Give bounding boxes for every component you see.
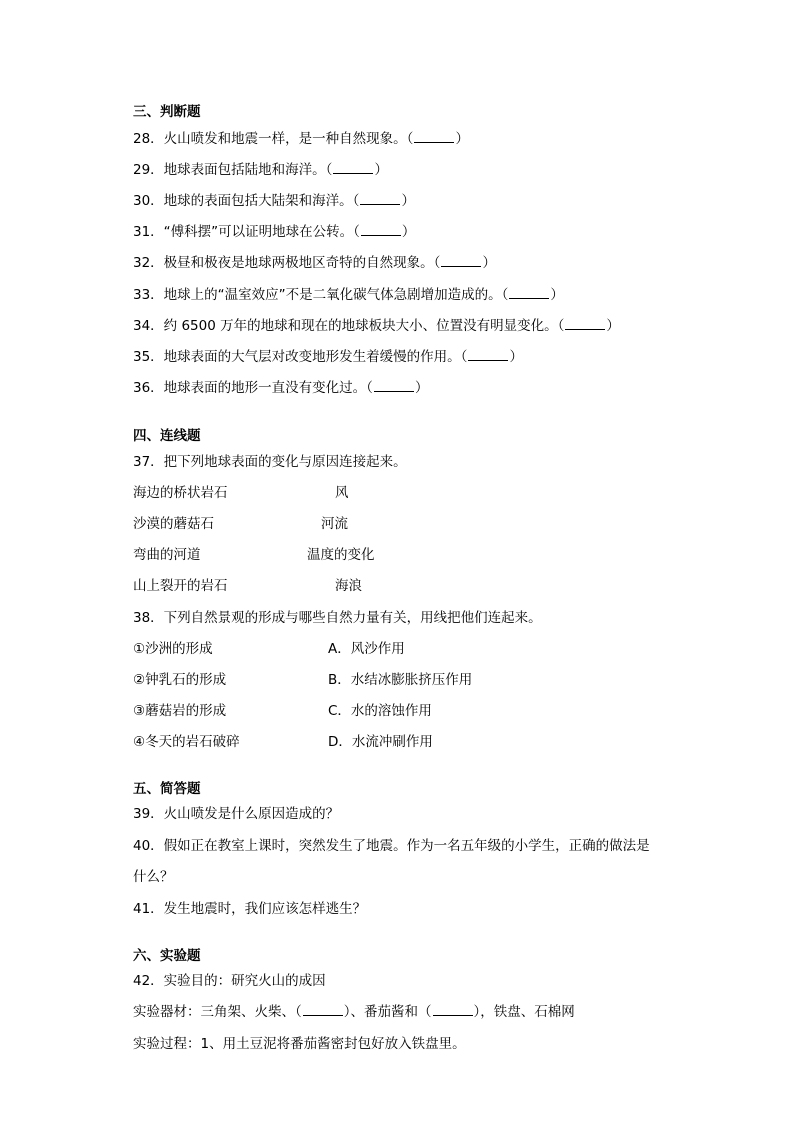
question-40: 40．假如正在教室上课时，突然发生了地震。作为一名五年级的小学生，正确的做法是 <box>133 838 650 854</box>
question-34 <box>133 317 620 335</box>
match-right-item: 风 <box>335 485 349 501</box>
question-text: 35．地球表面的大气层对改变地形发生着缓慢的作用。（ <box>133 349 468 365</box>
question-33 <box>133 286 564 304</box>
question-close: ） <box>606 318 620 334</box>
question-37: 37．把下列地球表面的变化与原因连接起来。 <box>133 454 407 470</box>
match-left-item: ①沙洲的形成 <box>133 641 213 657</box>
match-left-item: ④冬天的岩石破碎 <box>133 734 240 750</box>
question-close: ） <box>550 287 564 303</box>
question-35 <box>133 348 523 366</box>
match-right-item: 温度的变化 <box>307 547 375 563</box>
question-text: 29．地球表面包括陆地和海洋。（ <box>133 162 333 178</box>
question-close: ） <box>509 349 523 365</box>
question-36 <box>133 379 428 397</box>
question-close: ） <box>482 255 496 271</box>
question-close: ） <box>455 131 469 147</box>
equipment-text: ）、番茄酱和（ <box>343 1004 432 1020</box>
answer-blank[interactable] <box>441 254 481 267</box>
answer-blank[interactable] <box>433 1003 473 1016</box>
experiment-equipment <box>133 1003 575 1021</box>
answer-blank[interactable] <box>509 286 549 299</box>
question-28 <box>133 130 469 148</box>
section-title-short: 五、简答题 <box>133 781 201 797</box>
question-31 <box>133 223 415 241</box>
match-left-item: ②钟乳石的形成 <box>133 672 227 688</box>
question-41: 41．发生地震时，我们应该怎样逃生？ <box>133 901 367 917</box>
answer-blank[interactable] <box>565 317 605 330</box>
question-text: 30．地球的表面包括大陆架和海洋。（ <box>133 193 360 209</box>
question-32 <box>133 254 496 272</box>
question-text: 34．约 6500 万年的地球和现在的地球板块大小、位置没有明显变化。（ <box>133 318 565 334</box>
question-text: 36．地球表面的地形一直没有变化过。（ <box>133 380 373 396</box>
question-close: ） <box>401 224 416 240</box>
section-title-match: 四、连线题 <box>133 428 201 444</box>
section-title-experiment: 六、实验题 <box>133 948 201 964</box>
match-right-item: D．水流冲刷作用 <box>328 734 433 750</box>
equipment-text: 实验器材：三角架、火柴、（ <box>133 1004 302 1020</box>
question-close: ） <box>401 193 415 209</box>
match-left-item: 山上裂开的岩石 <box>133 578 228 594</box>
question-40-cont: 什么？ <box>133 869 174 885</box>
answer-blank[interactable] <box>333 161 373 174</box>
answer-blank[interactable] <box>360 192 400 205</box>
match-left-item: 海边的桥状岩石 <box>133 485 228 501</box>
question-close: ） <box>374 162 388 178</box>
answer-blank[interactable] <box>468 348 508 361</box>
match-right-item: 河流 <box>321 516 348 532</box>
question-text: 31．“傅科摆”可以证明地球在公转。（ <box>133 224 360 240</box>
question-text: 28．火山喷发和地震一样，是一种自然现象。（ <box>133 131 414 147</box>
question-29 <box>133 161 388 179</box>
match-right-item: A．风沙作用 <box>328 641 405 657</box>
question-text: 33．地球上的“温室效应”不是二氧化碳气体急剧增加造成的。（ <box>133 287 509 303</box>
answer-blank[interactable] <box>303 1003 343 1016</box>
answer-blank[interactable] <box>361 223 401 236</box>
match-right-item: 海浪 <box>335 578 362 594</box>
answer-blank[interactable] <box>374 379 414 392</box>
match-right-item: C．水的溶蚀作用 <box>328 703 432 719</box>
section-title-judge: 三、判断题 <box>133 104 201 120</box>
question-close: ） <box>414 380 429 396</box>
match-left-item: 弯曲的河道 <box>133 547 201 563</box>
question-38: 38．下列自然景观的形成与哪些自然力量有关，用线把他们连起来。 <box>133 610 542 626</box>
question-42: 42．实验目的：研究火山的成因 <box>133 973 326 989</box>
question-30 <box>133 192 415 210</box>
match-right-item: B．水结冰膨胀挤压作用 <box>328 672 473 688</box>
match-left-item: ③蘑菇岩的形成 <box>133 703 227 719</box>
equipment-text: ），铁盘、石棉网 <box>473 1004 575 1020</box>
match-left-item: 沙漠的蘑菇石 <box>133 516 214 532</box>
question-text: 32．极昼和极夜是地球两极地区奇特的自然现象。（ <box>133 255 441 271</box>
experiment-process: 实验过程：1、用土豆泥将番茄酱密封包好放入铁盘里。 <box>133 1036 466 1052</box>
answer-blank[interactable] <box>414 130 454 143</box>
question-39: 39．火山喷发是什么原因造成的？ <box>133 806 340 822</box>
